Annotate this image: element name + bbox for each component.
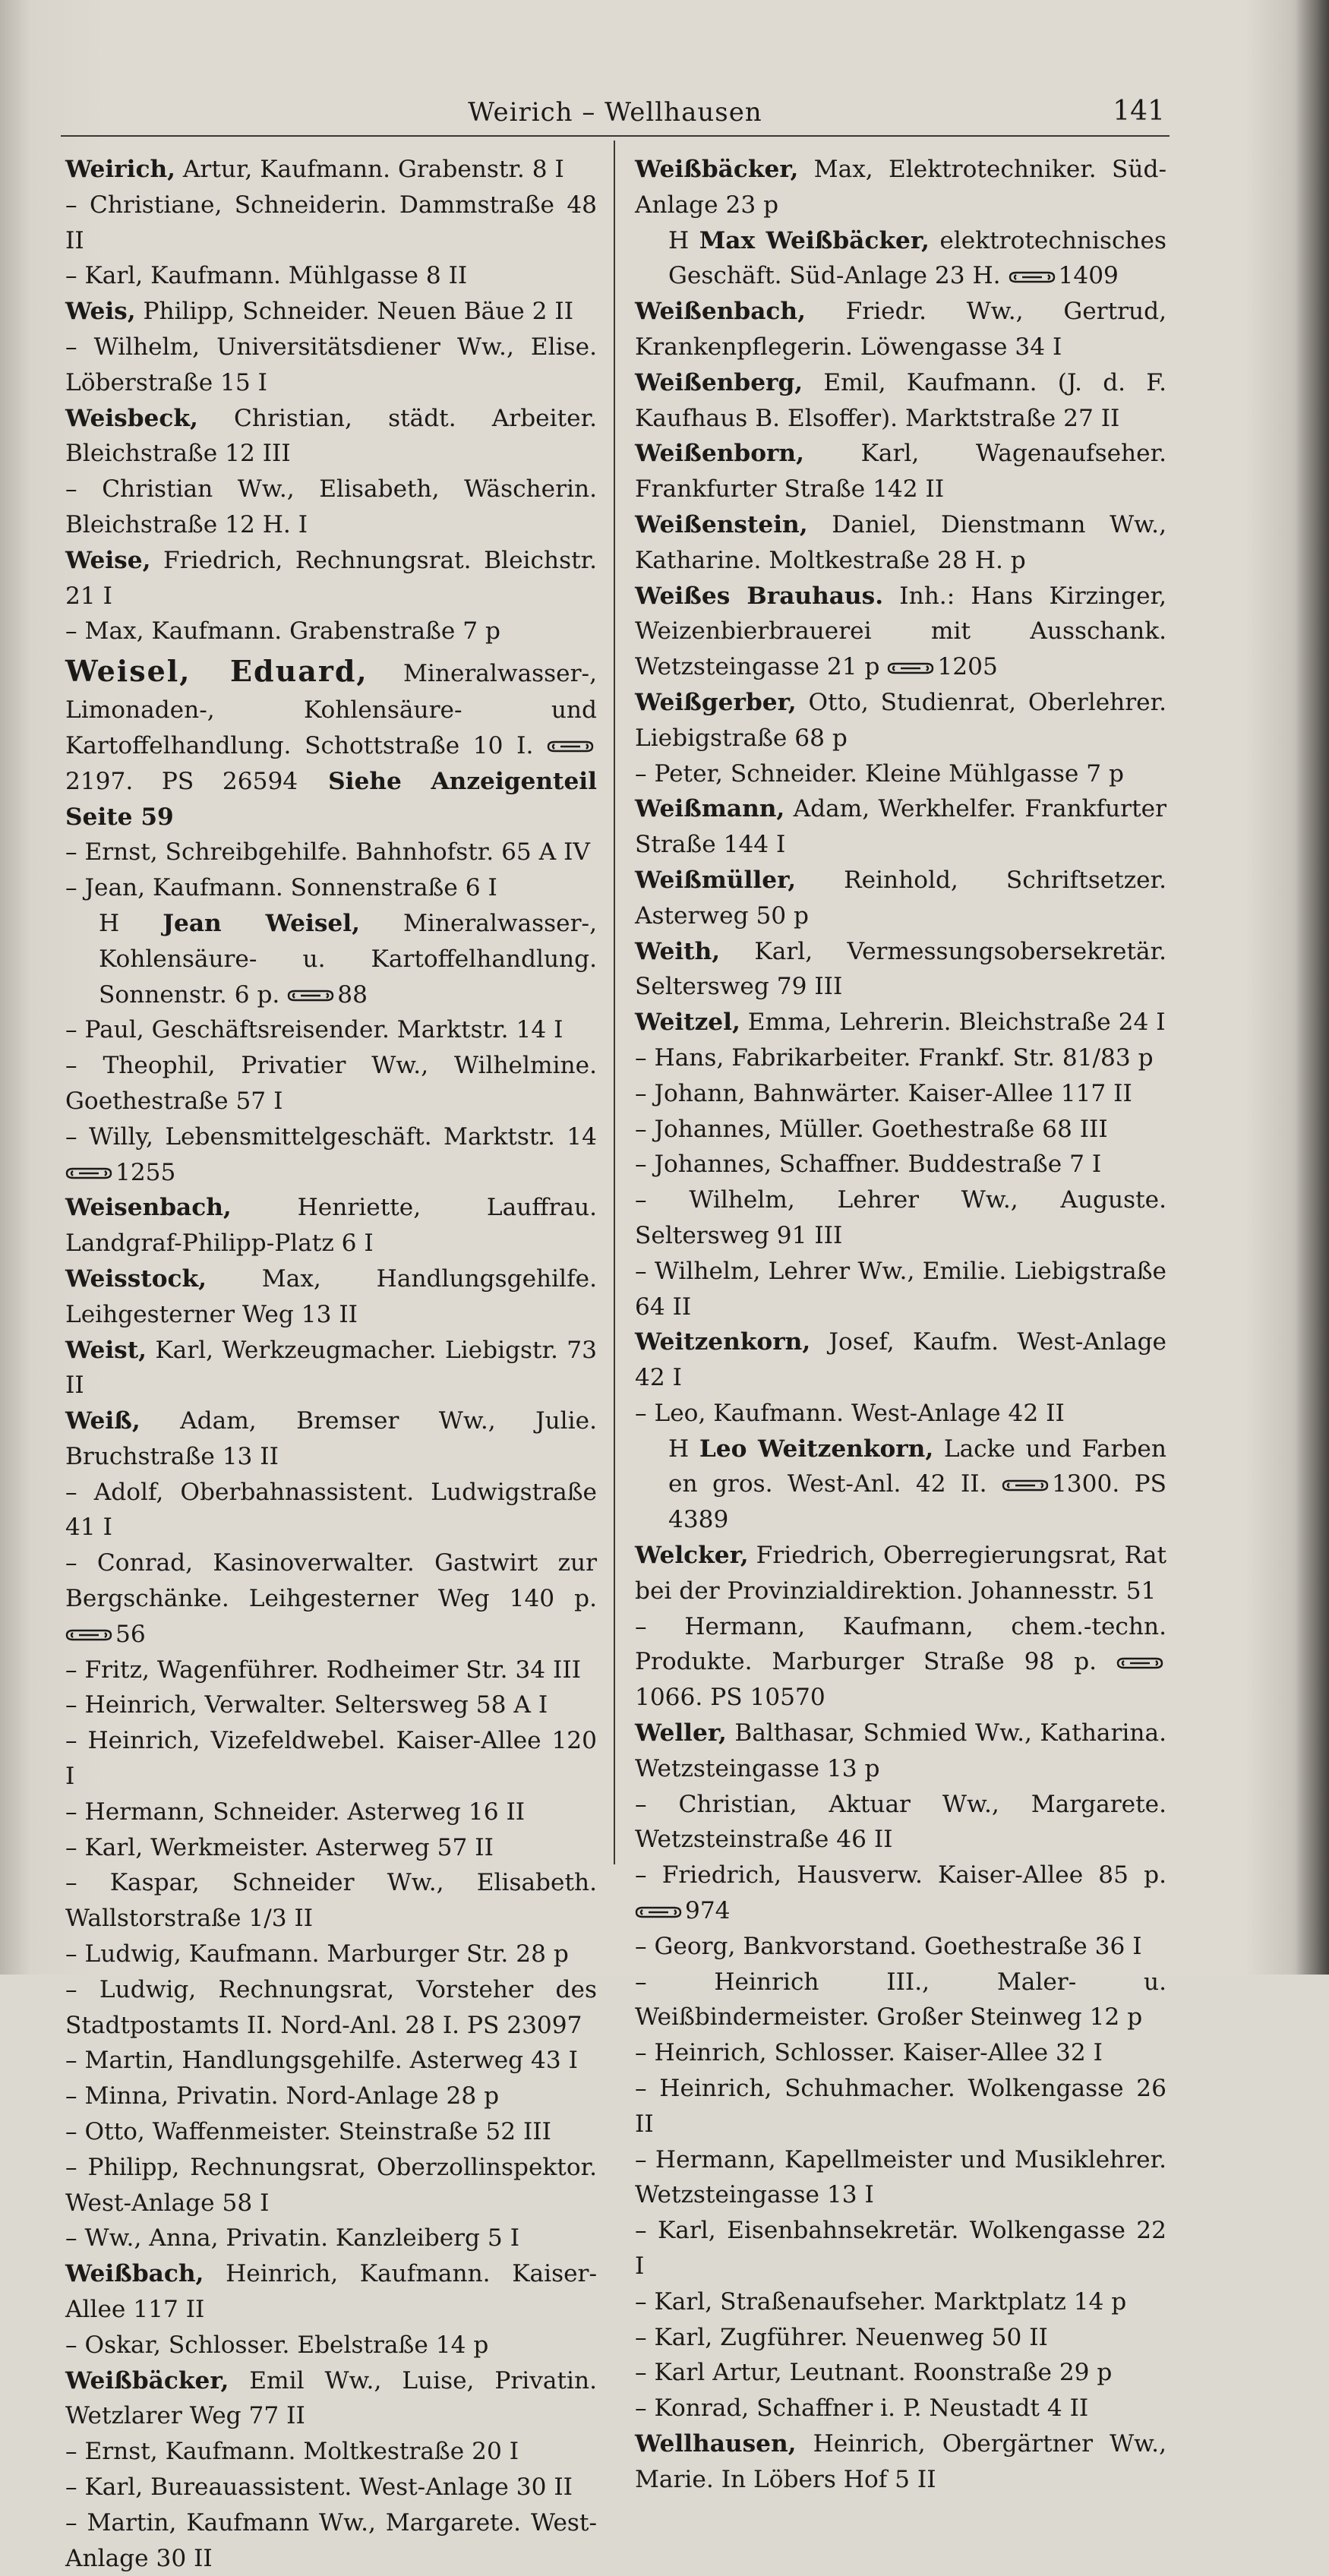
entry-text: – Karl, Eisenbahnsekretär. Wolkengasse 22 I: [635, 2217, 1166, 2281]
directory-entry: [635, 1609, 1166, 1716]
entry-name: Weirich,: [65, 156, 175, 183]
entry-text: Emma, Lehrerin. Bleichstraße 24 I: [740, 1009, 1166, 1037]
directory-entry: [65, 1475, 597, 1546]
entry-text: Inh.: Hans Kirzinger, Weizenbierbrauerei mit Ausschank. Wetzsteingasse 21 p: [635, 582, 1166, 681]
directory-entry: [65, 835, 597, 870]
directory-entry: [65, 401, 597, 472]
entry-text: Mineralwasser-, Limonaden-, Kohlensäure- und Kartoffelhandlung. Schottstraße 10 I.: [65, 660, 597, 759]
entry-text: – Willy, Lebensmittelgeschäft. Marktstr. 14: [65, 1122, 597, 1151]
entry-name: Weißenbach,: [635, 298, 806, 326]
directory-entry: [65, 2328, 597, 2363]
phone-number: 56: [115, 1620, 146, 1648]
entry-text: Adam, Werkhelfer. Frankfurter Straße 144 I: [635, 795, 1166, 859]
directory-entry: [65, 188, 597, 259]
entry-name: Welcker,: [635, 1542, 749, 1570]
entry-name: Weißes Brauhaus.: [635, 582, 884, 610]
directory-entry: [635, 791, 1166, 863]
entry-text: Karl, Vermessungsobersekretär. Seltersweg 79 III: [635, 937, 1166, 1001]
phone-number: 1205: [937, 653, 998, 681]
entry-text: – Christian Ww., Elisabeth, Wäscherin. Bleichstraße 12 H. I: [65, 475, 597, 538]
entry-text: Josef, Kaufm. West-Anlage 42 I: [635, 1328, 1166, 1392]
directory-entry: [635, 2142, 1166, 2214]
directory-entry: [65, 1012, 597, 1048]
directory-entry: [65, 2043, 597, 2079]
phone-number: 974: [685, 1897, 731, 1925]
entry-text: – Peter, Schneider. Kleine Mühlgasse 7 p: [635, 759, 1124, 788]
entry-text: – Christian, Aktuar Ww., Margarete. Wetzsteinstraße 46 II: [635, 1790, 1166, 1854]
entry-name: Weißenstein,: [635, 510, 808, 538]
directory-entry: [65, 1653, 597, 1688]
directory-entry: [65, 1190, 597, 1261]
directory-entry: [635, 863, 1166, 934]
entry-text: – Martin, Kaufmann Ww., Margarete. West-Anlage 30 II: [65, 2508, 597, 2572]
entry-text: Adam, Bremser Ww., Julie. Bruchstraße 13 II: [65, 1407, 597, 1470]
entry-text: Otto, Studienrat, Oberlehrer. Liebigstraße 68 p: [635, 688, 1166, 752]
entry-text: Emil, Kaufmann. (J. d. F. Kaufhaus B. Elsoffer). Marktstraße 27 II: [635, 368, 1166, 432]
directory-entry: [65, 2150, 597, 2221]
directory-entry: [635, 2355, 1166, 2391]
directory-entry: [635, 1929, 1166, 1965]
directory-entry: [65, 472, 597, 543]
phone-number: 1066.: [635, 1684, 703, 1712]
firm-listing: [65, 906, 597, 1012]
entry-text: – Leo, Kaufmann. West-Anlage 42 II: [635, 1399, 1065, 1427]
directory-entry: [635, 2071, 1166, 2142]
directory-entry: [65, 543, 597, 614]
entry-name: Weisel, Eduard,: [65, 654, 368, 689]
entry-text: – Minna, Privatin. Nord-Anlage 28 p: [65, 2082, 500, 2110]
entry-text: – Hermann, Kapellmeister und Musiklehrer. Wetzsteingasse 13 I: [635, 2145, 1166, 2209]
entry-name: Weis,: [65, 298, 136, 326]
directory-entry: [65, 1333, 597, 1404]
firm-listing: [635, 223, 1166, 295]
entry-text: Henriette, Lauffrau. Landgraf-Philipp-Platz 6 I: [65, 1194, 597, 1258]
entry-text: – Otto, Waffenmeister. Steinstraße 52 III: [65, 2118, 551, 2146]
directory-entry: [65, 330, 597, 401]
column-divider: [614, 140, 615, 1864]
entry-name: Weißgerber,: [635, 688, 797, 716]
directory-entry: [635, 685, 1166, 756]
entry-name: Weller,: [635, 1719, 727, 1747]
directory-entry: [635, 1716, 1166, 1787]
entry-text: – Friedrich, Hausverw. Kaiser-Allee 85 p.: [635, 1861, 1166, 1889]
entry-name: Weiß,: [65, 1407, 140, 1435]
directory-entry: [65, 258, 597, 294]
directory-entry: [635, 1965, 1166, 2036]
directory-entry: [65, 1795, 597, 1830]
entry-name: Weist,: [65, 1336, 147, 1364]
entry-text: – Max, Kaufmann. Grabenstraße 7 p: [65, 617, 501, 646]
entry-text: – Ludwig, Rechnungsrat, Vorsteher des Stadtpostamts II. Nord-Anl. 28 I. PS 23097: [65, 1975, 597, 2039]
directory-entry: [65, 1723, 597, 1795]
telephone-icon: [1009, 270, 1056, 284]
entry-text: Max, Handlungsgehilfe. Leihgesterner Weg 13 II: [65, 1264, 597, 1328]
entry-text: – Heinrich, Vizefeldwebel. Kaiser-Allee 120 I: [65, 1727, 597, 1791]
entry-text: – Paul, Geschäftsreisender. Marktstr. 14 I: [65, 1016, 563, 1044]
directory-entry: [635, 1040, 1166, 1076]
page-number: 141: [1113, 96, 1165, 127]
directory-entry: [635, 294, 1166, 365]
directory-entry: [635, 1182, 1166, 1254]
directory-entry: [635, 2391, 1166, 2426]
entry-text: – Karl, Bureauassistent. West-Anlage 30 II: [65, 2473, 573, 2501]
telephone-icon: [1002, 1479, 1049, 1492]
entry-text: – Christiane, Schneiderin. Dammstraße 48 II: [65, 191, 597, 254]
directory-entry: [635, 2213, 1166, 2284]
firm-listing: [635, 1432, 1166, 1538]
directory-entry: [65, 2256, 597, 2328]
entry-text: – Theophil, Privatier Ww., Wilhelmine. Goethestraße 57 I: [65, 1052, 597, 1115]
directory-entry: [635, 436, 1166, 507]
entry-name: Weißbach,: [65, 2260, 204, 2288]
phone-number: 2197.: [65, 767, 134, 795]
directory-entry: [65, 152, 597, 188]
directory-entry: [635, 1112, 1166, 1148]
firm-prefix: H: [99, 909, 120, 937]
entry-name: Weißmüller,: [635, 866, 797, 894]
entry-text: Heinrich, Kaufmann. Kaiser-Allee 117 II: [65, 2260, 597, 2324]
directory-entry: [635, 1005, 1166, 1040]
entry-text: – Ludwig, Kaufmann. Marburger Str. 28 p: [65, 1940, 569, 1968]
entry-text: – Konrad, Schaffner i. P. Neustadt 4 II: [635, 2394, 1089, 2423]
directory-entry: [635, 1858, 1166, 1929]
firm-prefix: H: [668, 1435, 690, 1463]
entry-text: – Wilhelm, Lehrer Ww., Emilie. Liebigstraße 64 II: [635, 1257, 1166, 1321]
entry-text: – Ernst, Schreibgehilfe. Bahnhofstr. 65 A IV: [65, 838, 590, 867]
entry-text: – Karl, Straßenaufseher. Marktplatz 14 p: [635, 2287, 1127, 2316]
entry-text: – Martin, Handlungsgehilfe. Asterweg 43 I: [65, 2047, 578, 2075]
entry-text: – Heinrich III., Maler- u. Weißbindermeister. Großer Steinweg 12 p: [635, 1968, 1166, 2031]
entry-text: – Johannes, Schaffner. Buddestraße 7 I: [635, 1151, 1102, 1179]
directory-entry: [635, 1254, 1166, 1325]
entry-text: – Hermann, Schneider. Asterweg 16 II: [65, 1798, 526, 1826]
firm-name: Jean Weisel,: [163, 909, 360, 937]
entry-text: – Karl, Kaufmann. Mühlgasse 8 II: [65, 262, 468, 290]
entry-name: Weise,: [65, 546, 151, 574]
entry-text: – Wilhelm, Lehrer Ww., Auguste. Seltersweg 91 III: [635, 1186, 1166, 1249]
directory-entry: [65, 2221, 597, 2256]
directory-entry: [65, 294, 597, 330]
running-head: Weirich – Wellhausen: [468, 97, 762, 128]
entry-text: Friedr. Ww., Gertrud, Krankenpflegerin. Löwengasse 34 I: [635, 298, 1166, 361]
entry-name: Weißenborn,: [635, 440, 804, 468]
directory-entry: [65, 649, 597, 835]
entry-text: – Ernst, Kaufmann. Moltkestraße 20 I: [65, 2438, 519, 2466]
firm-prefix: H: [668, 226, 690, 254]
right-column: [635, 152, 1166, 2498]
phone-number: 1409: [1058, 262, 1119, 290]
entry-text: – Johannes, Müller. Goethestraße 68 III: [635, 1115, 1108, 1143]
entry-text: – Heinrich, Schuhmacher. Wolkengasse 26 II: [635, 2075, 1166, 2138]
phone-number: 1255: [115, 1158, 176, 1186]
entry-text: Artur, Kaufmann. Grabenstr. 8 I: [175, 156, 564, 183]
directory-entry: [635, 152, 1166, 294]
directory-entry: [635, 2320, 1166, 2356]
entry-text: – Fritz, Wagenführer. Rodheimer Str. 34 III: [65, 1656, 582, 1684]
entry-text: – Wilhelm, Universitätsdiener Ww., Elise. Löberstraße 15 I: [65, 333, 597, 396]
directory-entry: [65, 1687, 597, 1723]
entry-text: Karl, Wagenaufseher. Frankfurter Straße 142 II: [635, 440, 1166, 504]
entry-name: Weisbeck,: [65, 404, 198, 432]
entry-text: Heinrich, Obergärtner Ww., Marie. In Löbers Hof 5 II: [635, 2430, 1166, 2493]
entry-text: – Heinrich, Verwalter. Seltersweg 58 A I: [65, 1691, 548, 1719]
firm-text: Mineralwasser-, Kohlensäure- u. Kartoffelhandlung. Sonnenstr. 6 p.: [99, 909, 597, 1009]
postal-account: PS 26594: [133, 767, 298, 795]
entry-name: Weisenbach,: [65, 1194, 232, 1222]
entry-text: – Hans, Fabrikarbeiter. Frankf. Str. 81/83 p: [635, 1043, 1154, 1072]
entry-name: Wellhausen,: [635, 2430, 797, 2458]
left-column: [65, 152, 597, 2576]
telephone-icon: [1116, 1656, 1163, 1670]
entry-name: Weitzel,: [635, 1009, 740, 1037]
directory-entry: [635, 579, 1166, 685]
firm-text: elektrotechnisches Geschäft. Süd-Anlage 23 H.: [668, 226, 1166, 290]
directory-entry: [65, 1403, 597, 1475]
directory-entry: [635, 1787, 1166, 1858]
page-header: [61, 93, 1170, 137]
entry-text: – Johann, Bahnwärter. Kaiser-Allee 117 II: [635, 1079, 1132, 1107]
directory-entry: [635, 1538, 1166, 1609]
entry-text: Reinhold, Schriftsetzer. Asterweg 50 p: [635, 866, 1166, 930]
directory-entry: [65, 1865, 597, 1937]
entry-text: Balthasar, Schmied Ww., Katharina. Wetzsteingasse 13 p: [635, 1719, 1166, 1782]
telephone-icon: [65, 1628, 112, 1642]
directory-entry: [635, 756, 1166, 792]
firm-text: Lacke und Farben en gros. West-Anl. 42 II.: [668, 1435, 1166, 1498]
directory-entry: [635, 1147, 1166, 1182]
entry-text: Max, Elektrotechniker. Süd-Anlage 23 p: [635, 156, 1166, 219]
directory-entry: [65, 1545, 597, 1652]
entry-text: – Ww., Anna, Privatin. Kanzleiberg 5 I: [65, 2224, 520, 2252]
entry-text: Philipp, Schneider. Neuen Bäue 2 II: [135, 298, 574, 326]
directory-entry: [635, 934, 1166, 1005]
entry-text: – Georg, Bankvorstand. Goethestraße 36 I: [635, 1932, 1142, 1960]
directory-entry: [635, 507, 1166, 579]
entry-name: Weißenberg,: [635, 368, 803, 396]
directory-entry: [65, 1830, 597, 1866]
telephone-icon: [287, 989, 334, 1002]
directory-entry: [65, 2505, 597, 2576]
entry-text: – Heinrich, Schlosser. Kaiser-Allee 32 I: [635, 2039, 1103, 2067]
entry-name: Weißbäcker,: [65, 2366, 229, 2394]
entry-name: Weith,: [635, 937, 721, 965]
directory-entry: [65, 2114, 597, 2150]
directory-entry: [635, 2284, 1166, 2320]
entry-text: – Oskar, Schlosser. Ebelstraße 14 p: [65, 2331, 489, 2359]
directory-entry: [65, 1048, 597, 1119]
entry-text: Friedrich, Oberregierungsrat, Rat bei der Provinzialdirektion. Johannesstr. 51: [635, 1542, 1166, 1605]
entry-name: Weißbäcker,: [635, 156, 799, 183]
entry-text: – Karl, Werkmeister. Asterweg 57 II: [65, 1833, 494, 1861]
directory-entry: [635, 2426, 1166, 2498]
entry-text: – Hermann, Kaufmann, chem.-techn. Produkte. Marburger Straße 98 p.: [635, 1612, 1166, 1676]
entry-text: – Jean, Kaufmann. Sonnenstraße 6 I: [65, 874, 497, 902]
entry-text: – Karl Artur, Leutnant. Roonstraße 29 p: [635, 2359, 1113, 2387]
phone-number: 88: [337, 980, 368, 1009]
directory-entry: [635, 365, 1166, 437]
telephone-icon: [65, 1166, 112, 1180]
directory-entry: [65, 1937, 597, 1972]
telephone-icon: [635, 1905, 682, 1919]
entry-name: Weitzenkorn,: [635, 1328, 811, 1356]
directory-entry: [65, 1972, 597, 2044]
entry-text: – Philipp, Rechnungsrat, Oberzollinspektor. West-Anlage 58 I: [65, 2153, 597, 2217]
entry-text: – Kaspar, Schneider Ww., Elisabeth. Wallstorstraße 1/3 II: [65, 1869, 597, 1933]
entry-text: – Adolf, Oberbahnassistent. Ludwigstraße 41 I: [65, 1478, 597, 1542]
postal-account: PS 4389: [668, 1470, 1167, 1534]
entry-name: Weißmann,: [635, 795, 785, 823]
entry-name: Weisstock,: [65, 1264, 207, 1293]
entry-text: Friedrich, Rechnungsrat. Bleichstr. 21 I: [65, 546, 597, 610]
directory-entry: [635, 1076, 1166, 1112]
entry-text: Christian, städt. Arbeiter. Bleichstraße 12 III: [65, 404, 597, 468]
entry-text: Daniel, Dienstmann Ww., Katharine. Moltkestraße 28 H. p: [635, 510, 1166, 574]
directory-entry: [65, 2079, 597, 2114]
telephone-icon: [547, 740, 594, 753]
directory-entry: [635, 1396, 1166, 1538]
directory-entry: [635, 2035, 1166, 2071]
firm-name: Max Weißbäcker,: [699, 226, 930, 254]
postal-account: PS 10570: [702, 1684, 825, 1712]
entry-text: – Karl, Zugführer. Neuenweg 50 II: [635, 2323, 1048, 2351]
telephone-icon: [887, 661, 934, 675]
book-spine-shadow: [1296, 0, 1329, 1975]
entry-text: – Conrad, Kasinoverwalter. Gastwirt zur Bergschänke. Leihgesterner Weg 140 p.: [65, 1549, 597, 1613]
firm-name: Leo Weitzenkorn,: [699, 1435, 934, 1463]
entry-text: Karl, Werkzeugmacher. Liebigstr. 73 II: [65, 1336, 597, 1400]
directory-entry: [65, 2434, 597, 2470]
phone-number: 1300.: [1051, 1470, 1120, 1498]
advertisement-reference: Siehe Anzeigenteil Seite 59: [65, 767, 597, 831]
directory-entry: [65, 2363, 597, 2435]
directory-entry: [65, 870, 597, 1012]
entry-text: Emil Ww., Luise, Privatin. Wetzlarer Weg 77 II: [65, 2366, 597, 2430]
directory-entry: [65, 1119, 597, 1191]
directory-entry: [65, 1261, 597, 1333]
directory-entry: [65, 2470, 597, 2505]
directory-entry: [635, 1324, 1166, 1396]
directory-entry: [65, 614, 597, 649]
